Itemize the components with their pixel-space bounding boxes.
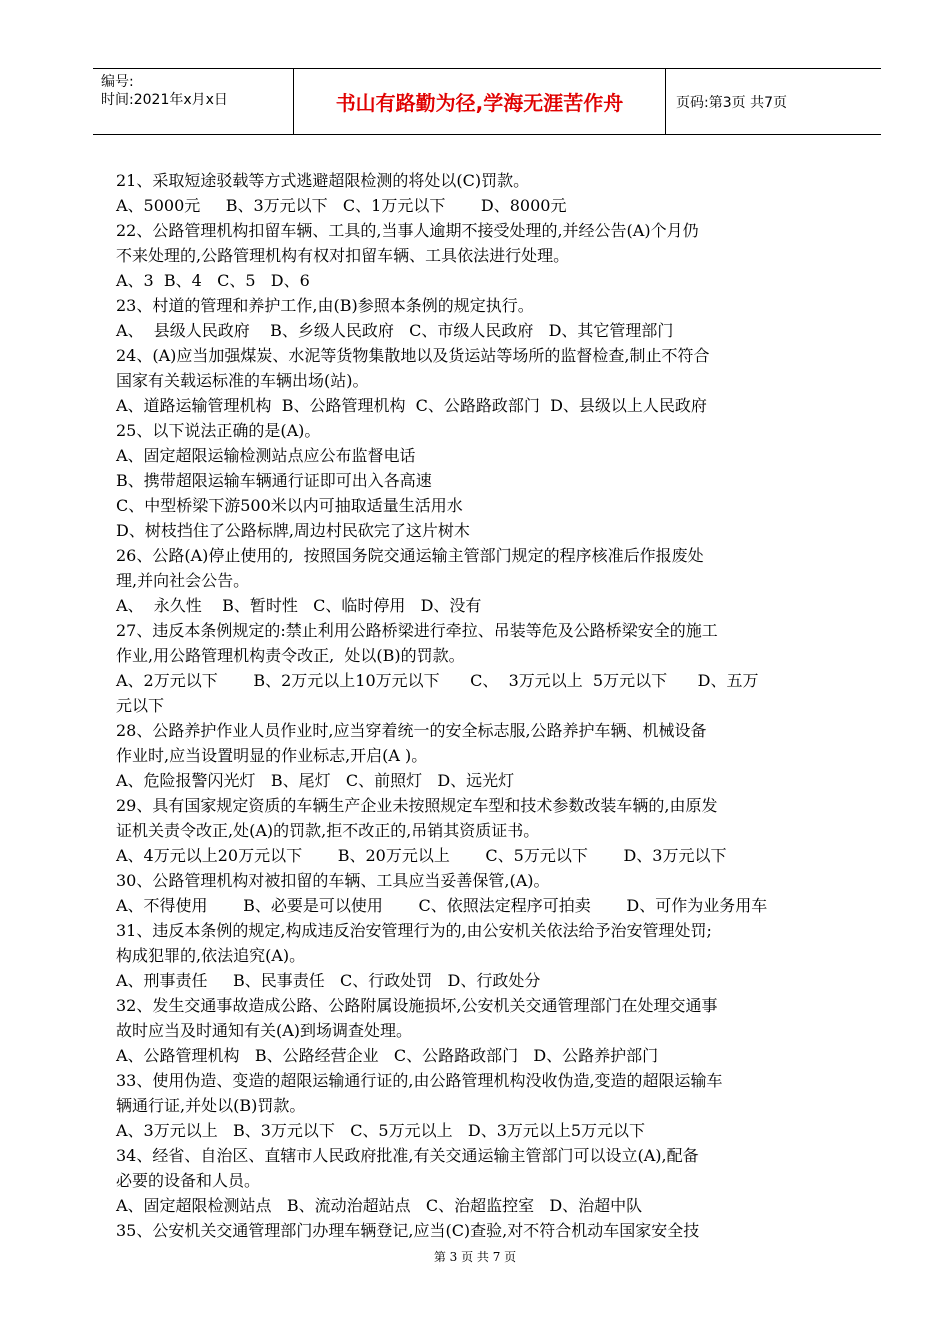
text-line: 28、公路养护作业人员作业时,应当穿着统一的安全标志服,公路养护车辆、机械设备 [116,721,707,740]
text-line: B、携带超限运输车辆通行证即可出入各高速 [116,471,432,490]
header-page-label: 页码:第3页 共7页 [676,94,787,111]
text-line: 27、违反本条例规定的:禁止利用公路桥梁进行牵拉、吊装等危及公路桥梁安全的施工 [116,621,718,640]
text-line: A、固定超限检测站点 B、流动治超站点 C、治超监控室 D、治超中队 [116,1196,643,1215]
text-line: C、中型桥梁下游500米以内可抽取适量生活用水 [116,496,463,515]
text-line: 辆通行证,并处以(B)罚款。 [116,1096,306,1115]
text-line: A、 县级人民政府 B、乡级人民政府 C、市级人民政府 D、其它管理部门 [116,321,674,340]
text-line: 必要的设备和人员。 [116,1171,261,1190]
text-line: 构成犯罪的,依法追究(A)。 [116,946,306,965]
text-line: A、3万元以上 B、3万元以下 C、5万元以上 D、3万元以上5万元以下 [116,1121,646,1140]
text-line: 31、违反本条例的规定,构成违反治安管理行为的,由公安机关依法给予治安管理处罚; [116,921,712,940]
text-line: A、刑事责任 B、民事责任 C、行政处罚 D、行政处分 [116,971,541,990]
text-line: 29、具有国家规定资质的车辆生产企业未按照规定车型和技术参数改装车辆的,由原发 [116,796,718,815]
text-line: 26、公路(A)停止使用的, 按照国务院交通运输主管部门规定的程序核准后作报废处 [116,546,704,565]
text-line: D、树枝挡住了公路标牌,周边村民砍完了这片树木 [116,521,470,540]
text-line: 33、使用伪造、变造的超限运输通行证的,由公路管理机构没收伪造,变造的超限运输车 [116,1071,723,1090]
text-line: 故时应当及时通知有关(A)到场调查处理。 [116,1021,413,1040]
page-footer: 第 3 页 共 7 页 [433,1250,517,1264]
text-line: 35、公安机关交通管理部门办理车辆登记,应当(C)查验,对不符合机动车国家安全技 [116,1221,700,1240]
text-line: 25、以下说法正确的是(A)。 [116,421,321,440]
text-line: 国家有关载运标准的车辆出场(站)。 [116,371,369,390]
document-time-label: 时间:2021年x月x日 [101,92,228,108]
text-line: A、公路管理机构 B、公路经营企业 C、公路路政部门 D、公路养护部门 [116,1046,659,1065]
text-line: 元以下 [116,696,165,715]
text-line: 不来处理的,公路管理机构有权对扣留车辆、工具依法进行处理。 [116,246,570,265]
text-line: A、固定超限运输检测站点应公布监督电话 [116,446,416,465]
text-line: 22、公路管理机构扣留车辆、工具的,当事人逾期不接受处理的,并经公告(A)个月仍 [116,221,699,240]
text-line: 24、(A)应当加强煤炭、水泥等货物集散地以及货运站等场所的监督检查,制止不符合 [116,346,710,365]
text-line: 23、村道的管理和养护工作,由(B)参照本条例的规定执行。 [116,296,534,315]
text-line: A、不得使用 B、必要是可以使用 C、依照法定程序可拍卖 D、可作为业务用车 [116,896,768,915]
text-line: 34、经省、自治区、直辖市人民政府批准,有关交通运输主管部门可以设立(A),配备 [116,1146,699,1165]
text-line: 32、发生交通事故造成公路、公路附属设施损坏,公安机关交通管理部门在处理交通事 [116,996,718,1015]
text-line: 作业,用公路管理机构责令改正, 处以(B)的罚款。 [116,646,465,665]
header-table [93,68,881,135]
header-meta [93,69,293,134]
header-motto: 书山有路勤为径,学海无涯苦作舟 [293,69,666,134]
text-line: 理,并向社会公告。 [116,571,250,590]
text-line: A、 永久性 B、暂时性 C、临时停用 D、没有 [116,596,482,615]
document-number-label: 编号: [101,74,134,90]
text-line: A、5000元 B、3万元以下 C、1万元以下 D、8000元 [116,196,567,215]
question-body [116,168,864,1243]
text-line: 30、公路管理机构对被扣留的车辆、工具应当妥善保管,(A)。 [116,871,550,890]
text-line: 作业时,应当设置明显的作业标志,开启(A )。 [116,746,428,765]
text-line: A、道路运输管理机构 B、公路管理机构 C、公路路政部门 D、县级以上人民政府 [116,396,707,415]
text-line: A、2万元以下 B、2万元以上10万元以下 C、 3万元以上 5万元以下 D、五万 [116,671,759,690]
text-line: 21、采取短途驳载等方式逃避超限检测的将处以(C)罚款。 [116,171,530,190]
text-line: A、4万元以上20万元以下 B、20万元以上 C、5万元以下 D、3万元以下 [116,846,727,865]
text-line: A、3 B、4 C、5 D、6 [116,271,310,290]
text-line: 证机关责令改正,处(A)的罚款,拒不改正的,吊销其资质证书。 [116,821,540,840]
text-line: A、危险报警闪光灯 B、尾灯 C、前照灯 D、远光灯 [116,771,515,790]
